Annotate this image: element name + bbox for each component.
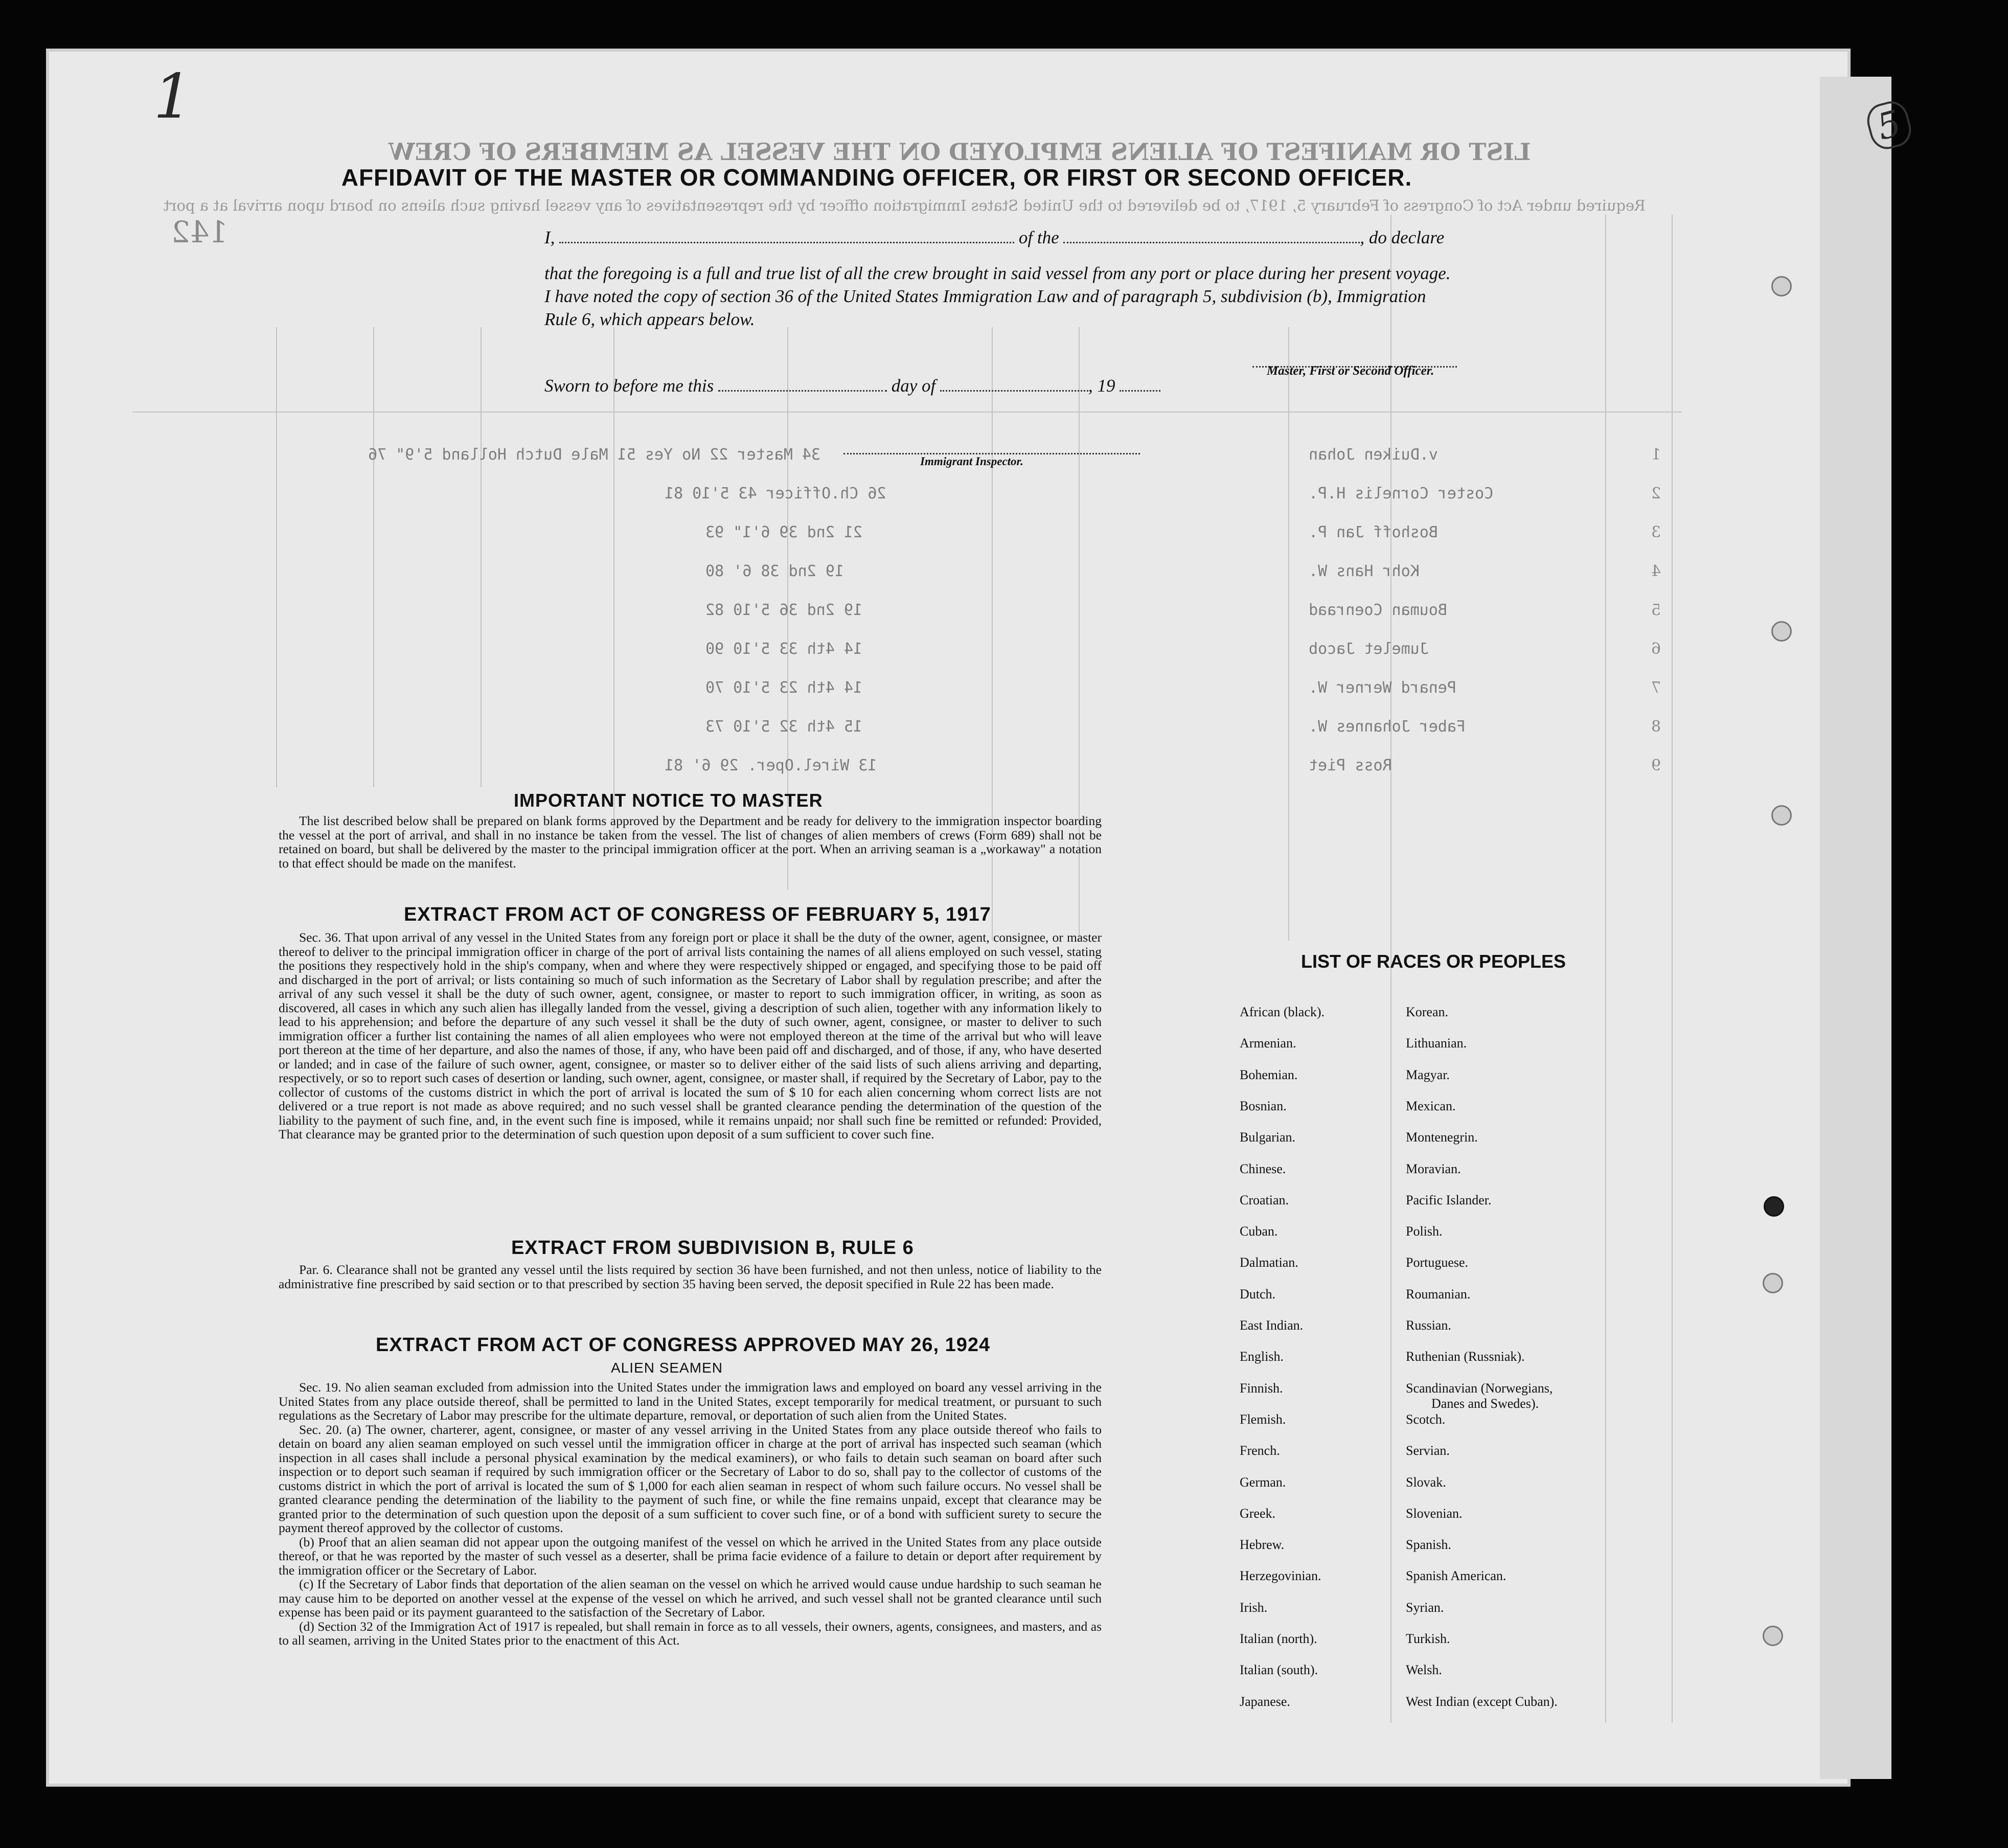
reverse-row-name: Faber Johannes W. [1309,718,1466,736]
race-item-right: Welsh. [1406,1662,1442,1677]
race-item-right: Spanish. [1406,1537,1451,1552]
extract-1924-title: EXTRACT FROM ACT OF CONGRESS APPROVED MAY 26, 1924 [376,1334,991,1356]
race-item-left: Italian (south). [1240,1662,1318,1677]
race-item-right: West Indian (except Cuban). [1406,1694,1558,1709]
reverse-row-name: Penard Werner W. [1309,679,1456,697]
race-item-continuation: Danes and Swedes). [1431,1396,1539,1411]
notice-paragraph: The list described below shall be prepared on blank forms approved by the Department and be ready for delivery to the immigration inspector boarding the vessel at the port of arrival, and shall in no instance be taken from the vessel. The list of changes of alien members of crews (Form 689) shall not be retained on board, but shall be delivered by the master to the principal immigration officer at the port. When an arriving seaman is a „workaway" a notation to that effect should be made on the manifest. [279,813,1102,871]
reverse-row-name: Boshoff Jan P. [1309,523,1438,541]
reverse-row-number: 6 [1651,640,1661,658]
section-36-paragraph: Sec. 36. That upon arrival of any vessel in the United States from any foreign port or place it shall be the duty of the owner, agent, consignee, or master thereof to deliver to the principal immigration officer in charge of the port of arrival lists containing the names of all aliens employed on such vessel, stating the positions they respectively hold in the ship's company, when and where they were respectively shipped or engaged, and specifying those to be paid off and discharged in the port of arrival; or lists containing so much of such information as the Secretary of Labor shall by regulation prescribe; and after the arrival of any such vessel it shall be the duty of such owner, agent, consignee, or master to report to such immigration officer, in writing, as soon as discovered, all cases in which any such alien has illegally landed from the vessel, giving a description of such alien, together with any information likely to lead to his apprehension; and before the departure of any such vessel it shall be the duty of such owner, agent, consignee, or master to deliver to such immigration officer a further list containing the names of all alien employees who were not employed thereon at the time of the arrival but who will leave port thereon at the time of her departure, and also the names of those, if any, who have been paid off and discharged, and of those, if any, who have deserted or landed; and in case of the failure of such owner, agent, consignee, or master so to deliver either of the said lists of such aliens arriving and departing, respectively, or so to report such cases of desertion or landing, such owner, agent, consignee, or master shall, if required by the Secretary of Labor, pay to the collector of customs of the customs district in which the port of arrival is located the sum of $ 10 for each alien concerning whom correct lists are not delivered or a true report is not made as above required; and no such vessel shall be granted clearance pending the determination of the question of the liability to the payment of such fine, and, in the event such fine is imposed, while it remains unpaid; nor shall such fine be remitted or refunded: Provided, That clearance may be granted prior to the determination of such question upon deposit of a sum sufficient to cover such fine. [279,930,1102,1142]
inspector-signature-label: Immigrant Inspector. [920,455,1023,468]
sheet-number-mark: 1 [153,61,193,132]
race-item-left: Armenian. [1240,1036,1296,1051]
master-name-field[interactable] [559,229,1014,243]
race-item-left: Irish. [1240,1600,1268,1615]
race-item-left: East Indian. [1240,1318,1304,1333]
race-item-right: Syrian. [1406,1600,1444,1615]
races-title: LIST OF RACES OR PEOPLES [1301,951,1566,972]
race-item-right: Pacific Islander. [1406,1193,1492,1207]
race-item-left: Bohemian. [1240,1067,1298,1082]
reverse-row-name: Coster Cornelis H.P. [1309,485,1494,503]
section-20d-paragraph: (d) Section 32 of the Immigration Act of 1917 is repealed, but shall remain in force as to all vessels, their owners, agents, consignees, and masters, and as to all seamen, arriving in the United States prior to the enactment of this Act. [279,1618,1102,1648]
paragraph-6: Par. 6. Clearance shall not be granted any vessel until the lists required by section 36 have been furnished, and not then unless, notice of liability to the administrative fine prescribed by said section or to that prescribed by section 35 having been served, the deposit specified in Rule 22 has been made. [279,1262,1102,1291]
master-signature-label: Master, First or Second Officer. [1267,364,1434,378]
affidavit-title: AFFIDAVIT OF THE MASTER OR COMMANDING OFFICER, OR FIRST OR SECOND OFFICER. [341,164,1412,191]
page-number-mark: 142 [171,215,228,249]
reverse-row-name: Kohr Hans W. [1309,562,1420,580]
race-item-left: Hebrew. [1240,1537,1285,1552]
sworn-before-label: Sworn to before me this [544,376,714,396]
sworn-day-of-label: day of [891,376,936,396]
race-item-left: Chinese. [1240,1161,1286,1176]
reverse-row-details: 14 4th 33 5'10 90 [705,640,863,658]
race-item-right: Magyar. [1406,1067,1450,1082]
extract-1917-title: EXTRACT FROM ACT OF CONGRESS OF FEBRUARY 5, 1917 [404,904,991,925]
notice-title: IMPORTANT NOTICE TO MASTER [514,790,823,811]
reverse-row-number: 3 [1651,523,1661,541]
reverse-row-details: 13 Wirel.Oper. 29 6' 81 [665,757,877,774]
affidavit-i: I, [544,227,555,247]
notice-text [279,814,1102,870]
race-item-right: Slovenian. [1406,1506,1463,1521]
extract-1924-text [279,1380,1102,1648]
race-item-left: Dalmatian. [1240,1255,1298,1270]
extract-rule6-text [279,1263,1102,1291]
race-item-left: Bosnian. [1240,1099,1287,1113]
extract-rule6-title: EXTRACT FROM SUBDIVISION B, RULE 6 [511,1237,914,1259]
alien-seamen-subtitle: ALIEN SEAMEN [611,1360,723,1376]
race-item-left: Croatian. [1240,1193,1289,1207]
affidavit-line-3: I have noted the copy of section 36 of the United States Immigration Law and of paragraph 5, subdivision (b), Immigration [544,286,1426,306]
reverse-header: LIST OR MANIFEST OF ALIENS EMPLOYED ON THE VESSEL AS MEMBERS OF CREW [389,138,1531,166]
inspector-signature-line[interactable] [843,440,1140,454]
reverse-row-number: 2 [1651,485,1661,503]
race-item-left: Italian (north). [1240,1631,1317,1646]
race-item-right: Polish. [1406,1224,1443,1239]
race-item-right: Mexican. [1406,1099,1456,1113]
corner-number-mark: 5 [1863,98,1915,153]
section-20b-paragraph: (b) Proof that an alien seaman did not appear upon the outgoing manifest of the vessel on which he arrived in the United States from any place outside thereof, or that he was reported by the master of such vessel as a deserter, shall be prima facie evidence of a failure to detain or deport after requirement by the immigration officer or the Secretary of Labor. [279,1534,1102,1578]
race-item-right: Montenegrin. [1406,1130,1478,1145]
reverse-row-number: 8 [1651,718,1661,736]
race-item-left: Cuban. [1240,1224,1278,1239]
race-item-right: Lithuanian. [1406,1036,1467,1051]
race-item-left: Flemish. [1240,1412,1286,1427]
sworn-line [544,376,1160,396]
sworn-year-field[interactable] [1120,377,1160,392]
race-item-right: Slovak. [1406,1475,1446,1490]
reverse-row-number: 5 [1651,601,1661,619]
race-item-right: Portuguese. [1406,1255,1469,1270]
race-item-right: Roumanian. [1406,1287,1471,1302]
race-item-left: German. [1240,1475,1286,1490]
affidavit-line-4: Rule 6, which appears below. [544,309,755,329]
race-item-left: French. [1240,1443,1280,1458]
reverse-row-number: 4 [1651,562,1661,580]
race-item-left: Bulgarian. [1240,1130,1296,1145]
race-item-left: Japanese. [1240,1694,1290,1709]
reverse-row-number: 1 [1651,446,1661,464]
race-item-right: Ruthenian (Russniak). [1406,1349,1525,1364]
reverse-row-number: 7 [1651,679,1661,697]
extract-1917-text [279,930,1102,1142]
race-item-right: Russian. [1406,1318,1451,1333]
sworn-day-field[interactable] [718,377,887,392]
reverse-row-details: 19 2nd 36 5'10 82 [705,601,863,619]
section-19-paragraph: Sec. 19. No alien seaman excluded from admission into the United States under the immigration laws and employed on board any vessel arriving in the United States from any place outside thereof, shall be permitted to land in the United States, except temporarily for medical treatment, or pursuant to such regulations as the Secretary of Labor may prescribe for the ultimate departure, removal, or deportation of such alien from the United States. [279,1380,1102,1423]
vessel-name-field[interactable] [1063,229,1360,243]
race-item-left: Greek. [1240,1506,1276,1521]
affidavit-of-the: of the [1018,227,1059,247]
paper-edge [1820,77,1891,1779]
race-item-right: Scotch. [1406,1412,1446,1427]
race-item-right: Scandinavian (Norwegians, [1406,1381,1553,1396]
race-item-right: Servian. [1406,1443,1450,1458]
reverse-row-details: 15 4th 32 5'10 73 [705,718,863,736]
affidavit-line-1 [544,227,1444,248]
reverse-row-details: 19 2nd 38 6' 80 [705,562,844,580]
reverse-required: Required under Act of Congress of February 5, 1917, to be delivered to the United States Immigration officer by the representatives of any vessel having such aliens on board upon arrival at a port [164,197,1646,214]
race-item-left: English. [1240,1349,1284,1364]
sworn-year-label: , 19 [1088,376,1115,396]
affidavit-declare: , do declare [1360,227,1445,247]
race-item-left: Finnish. [1240,1381,1283,1396]
reverse-row-details: 21 2nd 39 6'1" 93 [705,523,863,541]
race-item-right: Turkish. [1406,1631,1450,1646]
race-item-right: Korean. [1406,1005,1449,1019]
sworn-month-field[interactable] [940,377,1088,392]
reverse-row-number: 9 [1651,757,1661,774]
reverse-row-name: Jumelet Jacob [1309,640,1429,658]
reverse-row-details: 14 4th 23 5'10 70 [705,679,863,697]
race-item-left: African (black). [1240,1005,1325,1019]
section-20c-paragraph: (c) If the Secretary of Labor finds that deportation of the alien seaman on the vessel on which he arrived would cause undue hardship to such seaman he may cause him to be deported on another vessel at the expense of the vessel on which he arrived, and such vessel shall not be granted clearance until such expense has been paid or its payment guaranteed to the satisfaction of the Secretary of Labor. [279,1577,1102,1619]
race-item-left: Dutch. [1240,1287,1276,1302]
section-20a-paragraph: Sec. 20. (a) The owner, charterer, agent, consignee, or master of any vessel arriving in the United States from any place outside thereof who fails to detain on board any alien seaman employed on such vessel until the immigration officer in charge at the port of arrival has inspected such seaman (which inspection in all cases shall include a personal physical examination by the medical examiners), or who fails to detain such seaman on board after such inspection or to deport such seaman if required by such immigration officer or the Secretary of Labor to do so, shall pay to the collector of customs of the customs district in which the port of arrival is located the sum of $ 1,000 for each alien seaman in respect of whom such failure occurs. No vessel shall be granted clearance pending the determination of the liability to the payment of such fine, or while the fine remains unpaid, except that clearance may be granted prior to the determination of such question upon the deposit of a sum sufficient to cover such fine, or of a bond with sufficient surety to secure the payment thereof approved by the collector of customs. [279,1422,1102,1535]
reverse-row-details: 26 Ch.Officer 43 5'10 81 [665,485,886,503]
race-item-right: Moravian. [1406,1161,1461,1176]
race-item-right: Spanish American. [1406,1568,1507,1583]
reverse-row-name: v.Duiken Johan [1309,446,1438,464]
reverse-row-name: Bouman Coenraad [1309,601,1447,619]
reverse-row-name: Ross Piet [1309,757,1392,774]
reverse-row-details: 34 Master 22 No Yes 51 Male Dutch Holland 5'9" 76 [368,446,821,464]
race-item-left: Herzegovinian. [1240,1568,1321,1583]
affidavit-line-2: that the foregoing is a full and true list of all the crew brought in said vessel from any port or place during her present voyage. [544,263,1451,283]
